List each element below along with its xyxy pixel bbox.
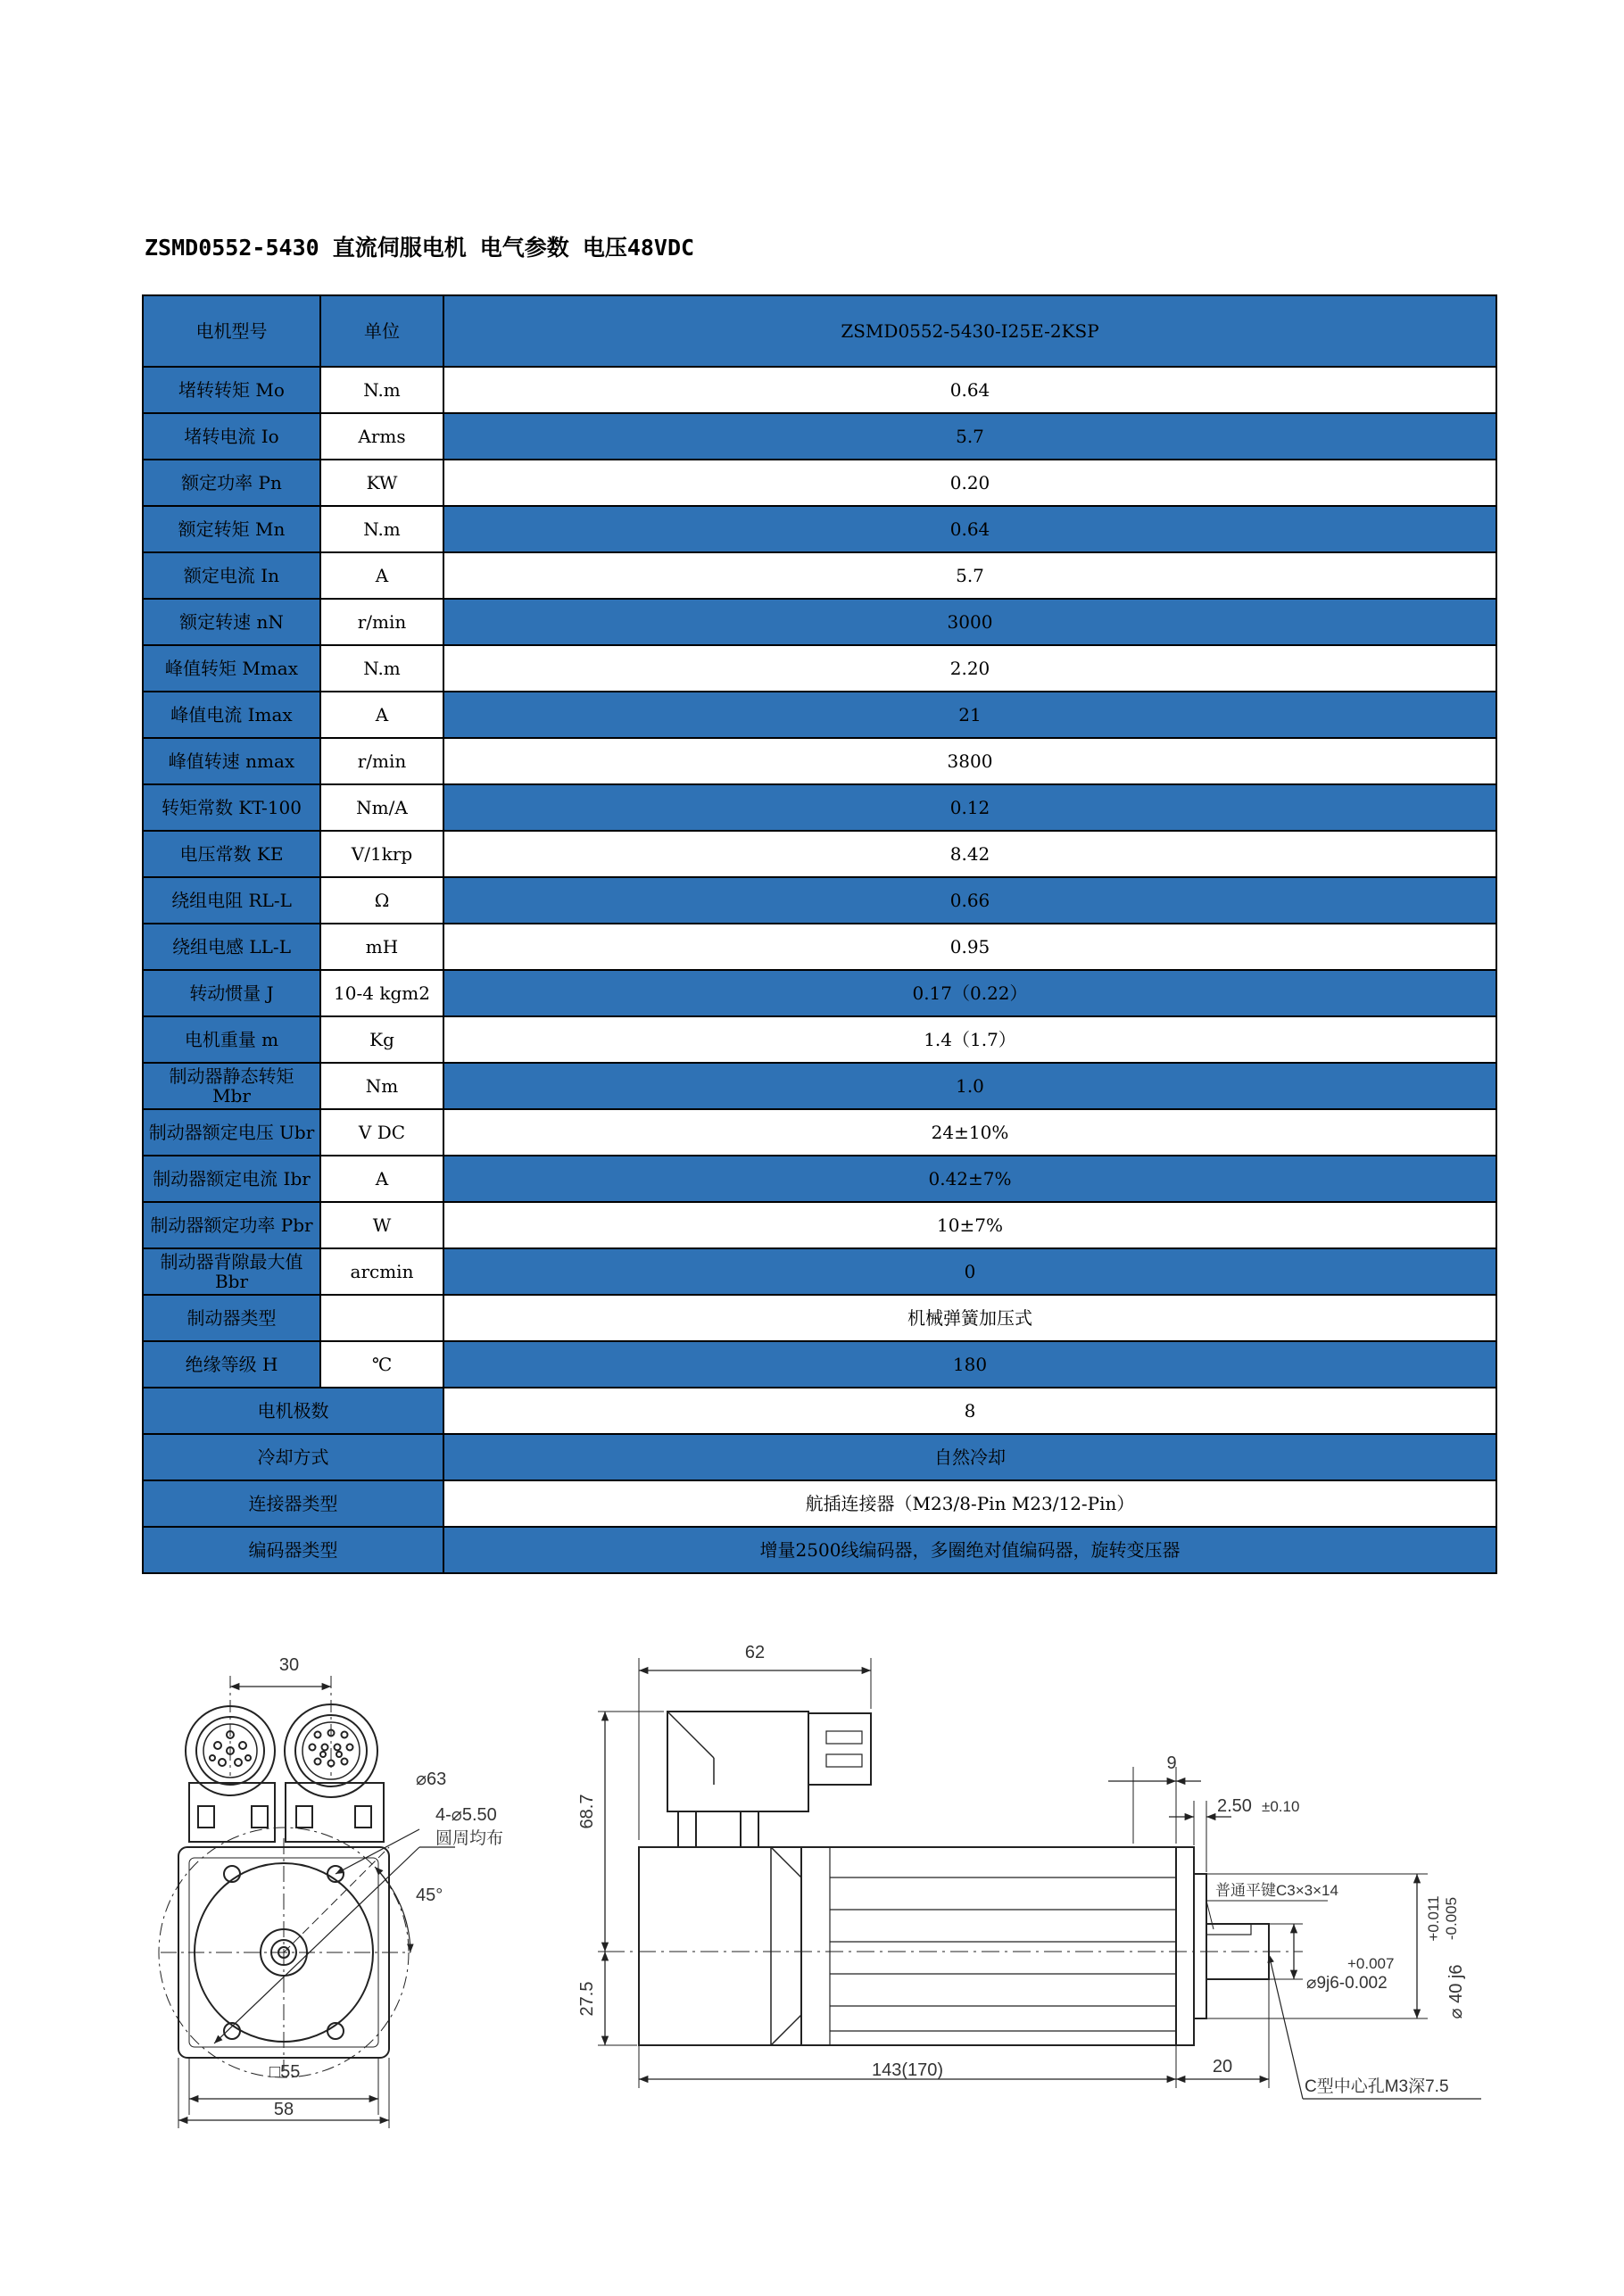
dim-phi63-label: ⌀63 bbox=[416, 1770, 447, 1789]
param-value: 3000 bbox=[443, 599, 1496, 645]
param-unit: W bbox=[320, 1202, 443, 1248]
param-name: 额定功率 Pn bbox=[143, 460, 320, 506]
param-unit: Nm/A bbox=[320, 784, 443, 831]
param-name: 电机重量 m bbox=[143, 1016, 320, 1063]
param-name: 峰值转矩 Mmax bbox=[143, 645, 320, 692]
dim-30-label: 30 bbox=[278, 1655, 300, 1675]
param-unit: 10-4 kgm2 bbox=[320, 970, 443, 1016]
front-view bbox=[159, 1676, 455, 2128]
dim-58-label: 58 bbox=[273, 2100, 294, 2119]
dim-20-label: 20 bbox=[1212, 2057, 1233, 2076]
dim-holes-label: 4-⌀5.50 bbox=[435, 1805, 497, 1825]
param-value: 机械弹簧加压式 bbox=[443, 1295, 1496, 1341]
param-value: 0.20 bbox=[443, 460, 1496, 506]
param-name: 冷却方式 bbox=[143, 1434, 443, 1480]
param-value: 航插连接器（M23/8-Pin M23/12-Pin） bbox=[443, 1480, 1496, 1527]
header-unit: 单位 bbox=[320, 295, 443, 367]
param-name: 绕组电阻 RL-L bbox=[143, 877, 320, 924]
flange-tol-dn: -0.005 bbox=[1443, 1896, 1460, 1941]
param-name: 电机极数 bbox=[143, 1388, 443, 1434]
param-name: 额定转矩 Mn bbox=[143, 506, 320, 552]
param-unit: r/min bbox=[320, 738, 443, 784]
param-unit: Nm bbox=[320, 1063, 443, 1109]
shaft-tol-plus: +0.007 bbox=[1347, 1955, 1395, 1972]
param-name: 堵转转矩 Mo bbox=[143, 367, 320, 413]
dim-9-label: 9 bbox=[1166, 1753, 1177, 1773]
param-name: 绝缘等级 H bbox=[143, 1341, 320, 1388]
param-unit: Arms bbox=[320, 413, 443, 460]
shaft-dim-label: ⌀9j6-0.002 bbox=[1306, 1974, 1388, 1993]
param-unit: Kg bbox=[320, 1016, 443, 1063]
param-unit: Ω bbox=[320, 877, 443, 924]
param-unit: N.m bbox=[320, 506, 443, 552]
param-value: 3800 bbox=[443, 738, 1496, 784]
param-unit: N.m bbox=[320, 367, 443, 413]
param-value: 0.64 bbox=[443, 506, 1496, 552]
param-value: 0.95 bbox=[443, 924, 1496, 970]
param-value: 增量2500线编码器，多圈绝对值编码器，旋转变压器 bbox=[443, 1527, 1496, 1573]
param-name: 编码器类型 bbox=[143, 1527, 443, 1573]
param-value: 8 bbox=[443, 1388, 1496, 1434]
dim-250-tol-label: ±0.10 bbox=[1262, 1798, 1300, 1815]
param-name: 电压常数 KE bbox=[143, 831, 320, 877]
param-value: 0.17（0.22） bbox=[443, 970, 1496, 1016]
param-unit: A bbox=[320, 552, 443, 599]
param-name: 绕组电感 LL-L bbox=[143, 924, 320, 970]
param-name: 额定电流 In bbox=[143, 552, 320, 599]
dim-687-label: 68.7 bbox=[577, 1794, 597, 1829]
param-name: 制动器背隙最大值 Bbr bbox=[143, 1248, 320, 1295]
param-value: 自然冷却 bbox=[443, 1434, 1496, 1480]
header-model: 电机型号 bbox=[143, 295, 320, 367]
param-name: 堵转电流 Io bbox=[143, 413, 320, 460]
param-value: 5.7 bbox=[443, 413, 1496, 460]
dim-275-label: 27.5 bbox=[577, 1981, 597, 2017]
param-unit: arcmin bbox=[320, 1248, 443, 1295]
param-value: 0 bbox=[443, 1248, 1496, 1295]
header-model-value: ZSMD0552-5430-I25E-2KSP bbox=[443, 295, 1496, 367]
param-name: 峰值转速 nmax bbox=[143, 738, 320, 784]
param-value: 0.12 bbox=[443, 784, 1496, 831]
param-value: 5.7 bbox=[443, 552, 1496, 599]
param-unit: ℃ bbox=[320, 1341, 443, 1388]
param-unit: mH bbox=[320, 924, 443, 970]
param-value: 0.42±7% bbox=[443, 1156, 1496, 1202]
param-value: 10±7% bbox=[443, 1202, 1496, 1248]
param-name: 制动器额定电流 Ibr bbox=[143, 1156, 320, 1202]
param-name: 额定转速 nN bbox=[143, 599, 320, 645]
param-unit: A bbox=[320, 692, 443, 738]
param-name: 峰值电流 Imax bbox=[143, 692, 320, 738]
param-unit: V/1krp bbox=[320, 831, 443, 877]
param-value: 21 bbox=[443, 692, 1496, 738]
param-value: 1.4（1.7） bbox=[443, 1016, 1496, 1063]
param-name: 转动惯量 J bbox=[143, 970, 320, 1016]
param-name: 制动器额定功率 Pbr bbox=[143, 1202, 320, 1248]
dim-62-label: 62 bbox=[744, 1643, 766, 1662]
page-title: ZSMD0552-5430 直流伺服电机 电气参数 电压48VDC bbox=[145, 235, 695, 261]
param-unit: V DC bbox=[320, 1109, 443, 1156]
dim-143-label: 143(170) bbox=[871, 2060, 944, 2080]
param-unit: A bbox=[320, 1156, 443, 1202]
side-view bbox=[598, 1658, 1481, 2099]
param-name: 制动器额定电压 Ubr bbox=[143, 1109, 320, 1156]
connector-right bbox=[285, 1704, 384, 1842]
param-value: 24±10% bbox=[443, 1109, 1496, 1156]
param-unit: KW bbox=[320, 460, 443, 506]
flange-tol-up: +0.011 bbox=[1425, 1895, 1442, 1942]
param-value: 1.0 bbox=[443, 1063, 1496, 1109]
param-value: 8.42 bbox=[443, 831, 1496, 877]
param-value: 0.64 bbox=[443, 367, 1496, 413]
param-value: 0.66 bbox=[443, 877, 1496, 924]
param-name: 转矩常数 KT-100 bbox=[143, 784, 320, 831]
param-value: 2.20 bbox=[443, 645, 1496, 692]
param-name: 制动器类型 bbox=[143, 1295, 320, 1341]
dim-250-label: 2.50 bbox=[1217, 1796, 1252, 1816]
flange-dim-label: ⌀ 40 j6 bbox=[1446, 1964, 1466, 2019]
param-unit: N.m bbox=[320, 645, 443, 692]
key-note-label: 普通平键C3×3×14 bbox=[1215, 1882, 1338, 1899]
center-hole-label: C型中心孔M3深7.5 bbox=[1305, 2077, 1449, 2096]
param-name: 连接器类型 bbox=[143, 1480, 443, 1527]
dim-55-label: □55 bbox=[269, 2062, 301, 2082]
dim-45-label: 45° bbox=[416, 1886, 443, 1905]
param-name: 制动器静态转矩 Mbr bbox=[143, 1063, 320, 1109]
param-unit: r/min bbox=[320, 599, 443, 645]
dim-holes-note: 圆周均布 bbox=[435, 1829, 504, 1848]
param-value: 180 bbox=[443, 1341, 1496, 1388]
